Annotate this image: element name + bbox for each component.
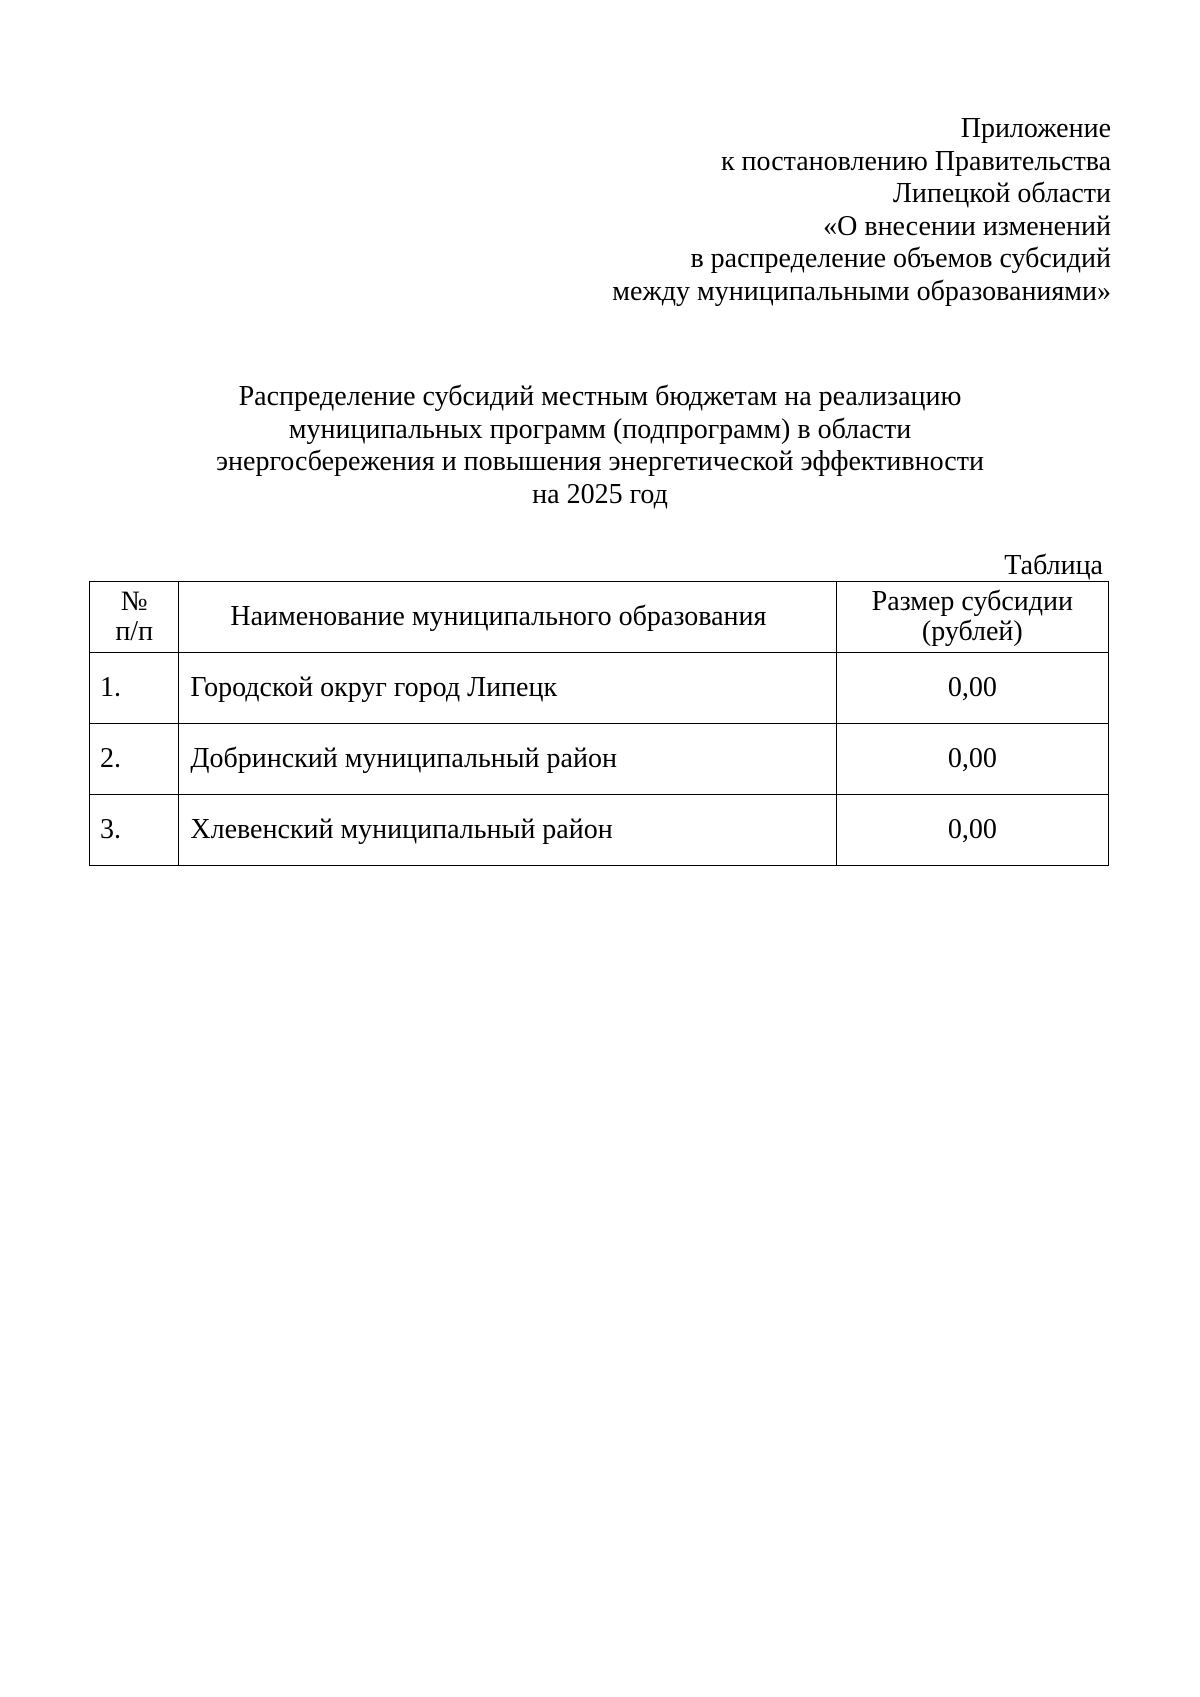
- header-amount-line2: (рублей): [921, 616, 1023, 647]
- row-number: 1.: [90, 653, 179, 724]
- appendix-line: Липецкой области: [892, 178, 1111, 210]
- document-title: [150, 381, 1050, 511]
- appendix-line: в распределение объемов субсидий: [690, 243, 1111, 275]
- appendix-block: [612, 113, 1111, 309]
- row-name: Городской округ город Липецк: [179, 653, 836, 724]
- header-number-line1: №: [120, 586, 148, 617]
- row-number: 3.: [90, 795, 179, 866]
- row-amount: 0,00: [836, 653, 1108, 724]
- row-name: Хлевенский муниципальный район: [179, 795, 836, 866]
- title-line: энергосбережения и повышения энергетической эффективности: [216, 446, 984, 477]
- title-line: на 2025 год: [532, 478, 668, 510]
- table-row: [90, 795, 1109, 866]
- row-amount: 0,00: [836, 795, 1108, 866]
- table-caption: Таблица: [1004, 550, 1103, 581]
- title-line: Распределение субсидий местным бюджетам на реализацию: [238, 381, 962, 412]
- title-line: муниципальных программ (подпрограмм) в области: [288, 413, 912, 445]
- header-amount-line1: Размер субсидии: [871, 586, 1073, 617]
- row-name: Добринский муниципальный район: [179, 724, 836, 795]
- table-row: [90, 724, 1109, 795]
- table-row: [90, 653, 1109, 724]
- row-number: 2.: [90, 724, 179, 795]
- header-amount: [836, 582, 1108, 653]
- header-number: [90, 582, 179, 653]
- appendix-line: «О внесении изменений: [823, 210, 1111, 242]
- header-number-line2: п/п: [115, 616, 154, 647]
- header-name: Наименование муниципального образования: [179, 582, 836, 653]
- table-header-row: [90, 582, 1109, 653]
- appendix-line: между муниципальными образованиями»: [612, 275, 1111, 307]
- subsidies-table: [89, 581, 1109, 866]
- appendix-line: к постановлению Правительства: [720, 145, 1111, 177]
- row-amount: 0,00: [836, 724, 1108, 795]
- appendix-line: Приложение: [960, 113, 1111, 144]
